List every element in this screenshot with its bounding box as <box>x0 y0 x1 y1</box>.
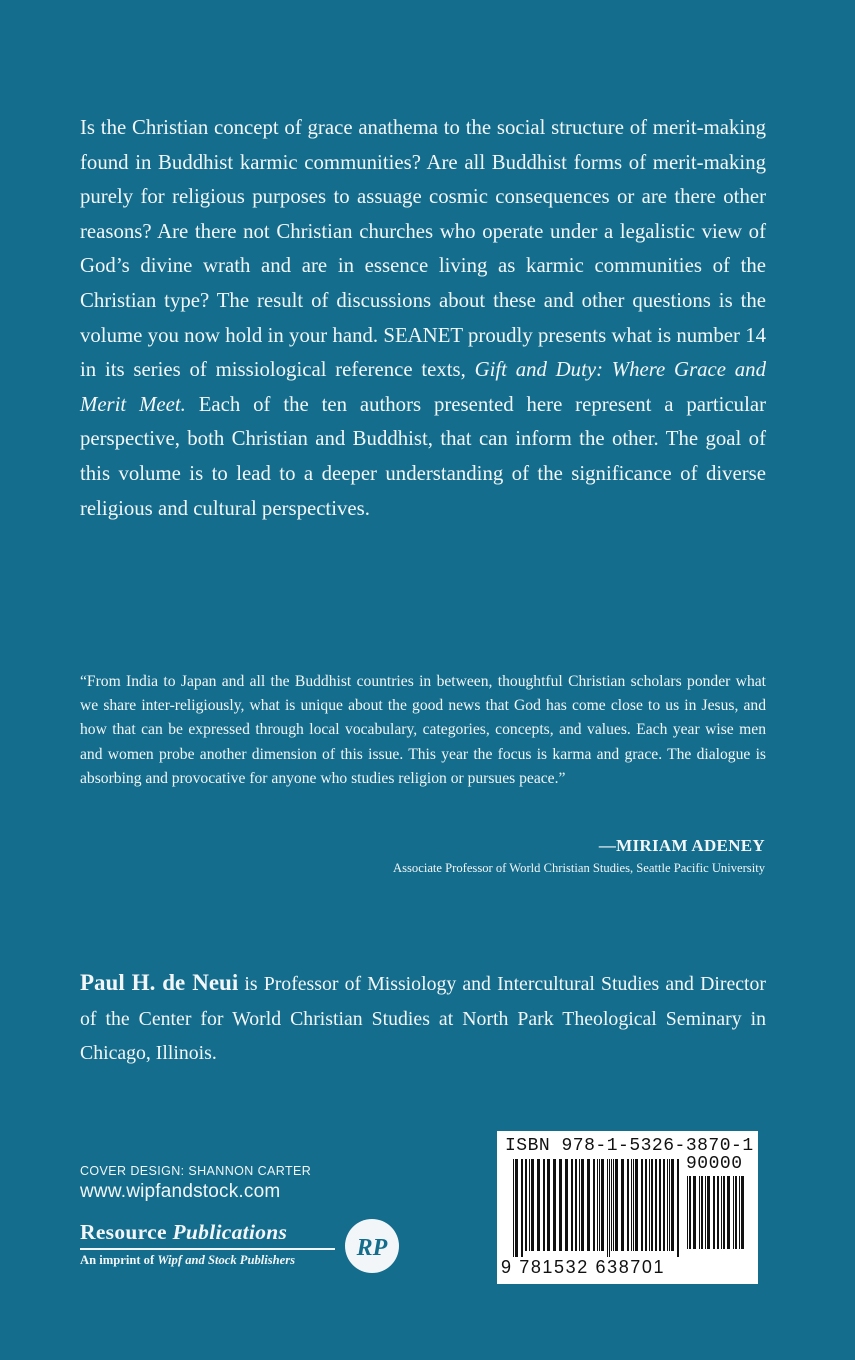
publisher-imprint: An imprint of Wipf and Stock Publishers <box>80 1252 296 1267</box>
barcode-bar <box>641 1159 643 1251</box>
barcode-bar <box>699 1176 700 1249</box>
barcode-bar <box>733 1176 734 1249</box>
barcode-bar <box>677 1159 679 1257</box>
barcode-bar <box>707 1176 710 1249</box>
publisher-name: Resource Publications <box>80 1220 288 1244</box>
barcode-bar <box>663 1159 665 1251</box>
barcode-bar <box>655 1159 657 1251</box>
barcode-bar <box>741 1176 744 1249</box>
barcode-bar <box>693 1176 696 1249</box>
barcode-bar <box>579 1159 580 1251</box>
barcode-bar <box>651 1159 653 1251</box>
barcode-bar <box>627 1159 629 1251</box>
barcode-bar <box>559 1159 562 1251</box>
barcode-bar <box>687 1176 688 1249</box>
isbn-barcode <box>497 1131 758 1284</box>
barcode-bar <box>529 1159 530 1251</box>
description-blurb <box>80 111 766 526</box>
barcode-bar <box>701 1176 703 1249</box>
barcode-bar <box>649 1159 650 1251</box>
publisher-website[interactable]: www.wipfandstock.com <box>80 1181 281 1202</box>
barcode-bar <box>611 1159 612 1251</box>
rp-logo-icon <box>344 1218 400 1274</box>
barcode-bar <box>531 1159 534 1251</box>
book-title: Gift and Duty: Where Grace and Merit Meet. <box>80 358 766 416</box>
blurb-text-part1: Is the Christian concept of grace anathema to the social structure of merit-making found in Buddhist karmic communities? Are all Buddhist forms of merit-making purely for religious purposes to assuage cosmic consequences or are there other reasons? Are there not Christian churches who operate under a legalistic view of God’s divine wrath and are in essence living as karmic communities of the Christian type? The result of discussions about these and other questions is the volume you now hold in your hand. SEANET proudly presents what is number 14 in its series of missiological reference texts, <box>80 116 766 382</box>
barcode-bar <box>553 1159 556 1251</box>
barcode-bar <box>543 1159 545 1251</box>
barcode-bar <box>635 1159 638 1251</box>
barcode-bar <box>515 1159 518 1257</box>
barcode-bar <box>705 1176 706 1249</box>
price-code: 90000 <box>686 1154 743 1174</box>
barcode-bar <box>587 1159 590 1251</box>
barcode-bar <box>671 1159 674 1251</box>
publisher-rule <box>80 1248 335 1250</box>
barcode-bar <box>525 1159 527 1251</box>
barcode-bar <box>599 1159 600 1251</box>
barcode-bar <box>547 1159 550 1251</box>
barcode-bar <box>735 1176 737 1249</box>
publisher-logo-text <box>80 1220 335 1268</box>
barcode-bar <box>601 1159 604 1251</box>
endorsement-quote: “From India to Japan and all the Buddhist countries in between, thoughtful Christian scholars ponder what we share inter-religiously, what is unique about the good news that God has come close to us in Jesus, and how that can be expressed through local vocabulary, categories, concepts, and values. Each year wise men and women probe another dimension of this issue. This year the focus is karma and grace. The dialogue is absorbing and provocative for anyone who studies religion or pursues peace.” <box>80 673 766 787</box>
addon-barcode-bars <box>687 1176 749 1255</box>
author-bio <box>80 966 766 1071</box>
cover-design-credit: COVER DESIGN: SHANNON CARTER <box>80 1164 312 1178</box>
barcode-bar <box>659 1159 661 1251</box>
barcode-bar <box>645 1159 647 1251</box>
barcode-bar <box>631 1159 632 1251</box>
barcode-bar <box>565 1159 568 1251</box>
endorser-title: Associate Professor of World Christian Studies, Seattle Pacific University <box>393 861 765 875</box>
isbn-label: ISBN 978-1-5326-3870-1 <box>505 1136 754 1156</box>
barcode-bar <box>713 1176 715 1249</box>
barcode-bar <box>521 1159 523 1257</box>
author-name: Paul H. de Neui <box>80 970 239 995</box>
ean-barcode-bars <box>513 1159 681 1257</box>
barcode-bar <box>613 1159 614 1251</box>
barcode-bar <box>581 1159 584 1251</box>
svg-text:RP: RP <box>356 1235 388 1261</box>
endorser-name: —MIRIAM ADENEY <box>598 836 765 855</box>
barcode-bar <box>537 1159 540 1251</box>
barcode-bar <box>513 1159 514 1257</box>
barcode-bar <box>721 1176 722 1249</box>
barcode-bar <box>667 1159 668 1251</box>
barcode-bar <box>575 1159 577 1251</box>
barcode-bar <box>727 1176 730 1249</box>
barcode-bar <box>615 1159 618 1251</box>
barcode-bar <box>689 1176 691 1249</box>
barcode-bar <box>621 1159 624 1251</box>
barcode-bar <box>669 1159 670 1251</box>
blurb-text-part2: Each of the ten authors presented here represent a particular perspective, both Christian and Buddhist, that can inform the other. The goal of this volume is to lead to a deeper understanding of the significance of diverse religious and cultural perspectives. <box>80 392 767 520</box>
barcode-bar <box>607 1159 608 1257</box>
barcode-bar <box>593 1159 595 1251</box>
barcode-bar <box>723 1176 725 1249</box>
barcode-bar <box>609 1159 610 1257</box>
barcode-bar <box>597 1159 598 1251</box>
author-bio-text: is Professor of Missiology and Intercultural Studies and Director of the Center for World Christian Studies at North Park Theological Seminary in Chicago, Illinois. <box>80 973 766 1064</box>
ean-digits: 9 781532 638701 <box>501 1257 666 1277</box>
barcode-bar <box>739 1176 740 1249</box>
barcode-bar <box>571 1159 573 1251</box>
barcode-bar <box>633 1159 634 1251</box>
barcode-bar <box>717 1176 719 1249</box>
